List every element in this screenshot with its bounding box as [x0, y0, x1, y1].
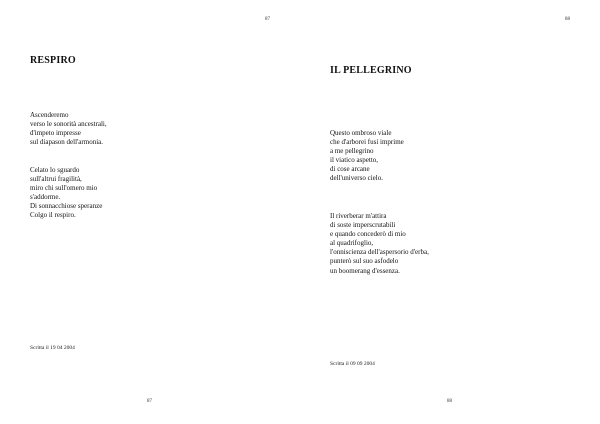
right-poem-title: IL PELLEGRINO [330, 65, 412, 76]
poem-line: un boomerang d'essenza. [330, 266, 400, 275]
poem-line: sull'altrui fragilità, [30, 175, 82, 184]
poem-line: d'impeto impresse [30, 129, 81, 138]
left-stanza-2 [30, 166, 102, 221]
poem-line: miro chi sull'omero mio [30, 184, 98, 193]
poem-line: a me pellegrino [330, 147, 374, 156]
left-poem-title: RESPIRO [30, 55, 76, 66]
poem-line: punterò sul suo asfodelo [330, 257, 399, 266]
poem-line: Ascenderemo [30, 111, 69, 119]
poem-line: e quando concederò di mio [330, 230, 406, 239]
poem-line: il viatico aspetto, [330, 156, 379, 165]
poem-line: sul diapason dell'armonia. [30, 138, 103, 147]
poem-line: Questo ombroso viale [330, 129, 392, 137]
poem-line: Colgo il respiro. [30, 211, 76, 220]
right-stanza-1 [330, 129, 404, 184]
poem-line: l'onniscienza dell'aspersorio d'erba, [330, 248, 429, 257]
right-folio-page-number: 88 [447, 399, 452, 404]
poem-line: di cose arcane [330, 165, 370, 174]
poem-line: che d'arborei fusi imprime [330, 138, 404, 147]
right-date-note: Scritta il 09 09 2004 [330, 361, 375, 367]
poem-line: verso le sonorità ancestrali, [30, 120, 107, 129]
poem-line: Celato lo sguardo [30, 166, 80, 174]
poem-line: dell'universo cielo. [330, 174, 383, 183]
poem-line: Di sonnacchiose speranze [30, 202, 103, 211]
left-folio-page-number: 87 [147, 399, 152, 404]
poem-line: al quadrifoglio, [330, 239, 374, 248]
left-running-head-page-number: 87 [265, 17, 270, 22]
poem-line: Il riverberar m'attira [330, 212, 387, 220]
right-page [300, 0, 600, 424]
left-date-note: Scritta il 19 04 2004 [30, 345, 75, 351]
right-running-head-page-number: 88 [565, 17, 570, 22]
right-stanza-2 [330, 212, 429, 276]
poem-line: s'addorme. [30, 193, 61, 202]
poem-line: di soste imperscrutabili [330, 221, 396, 230]
left-stanza-1 [30, 111, 107, 147]
